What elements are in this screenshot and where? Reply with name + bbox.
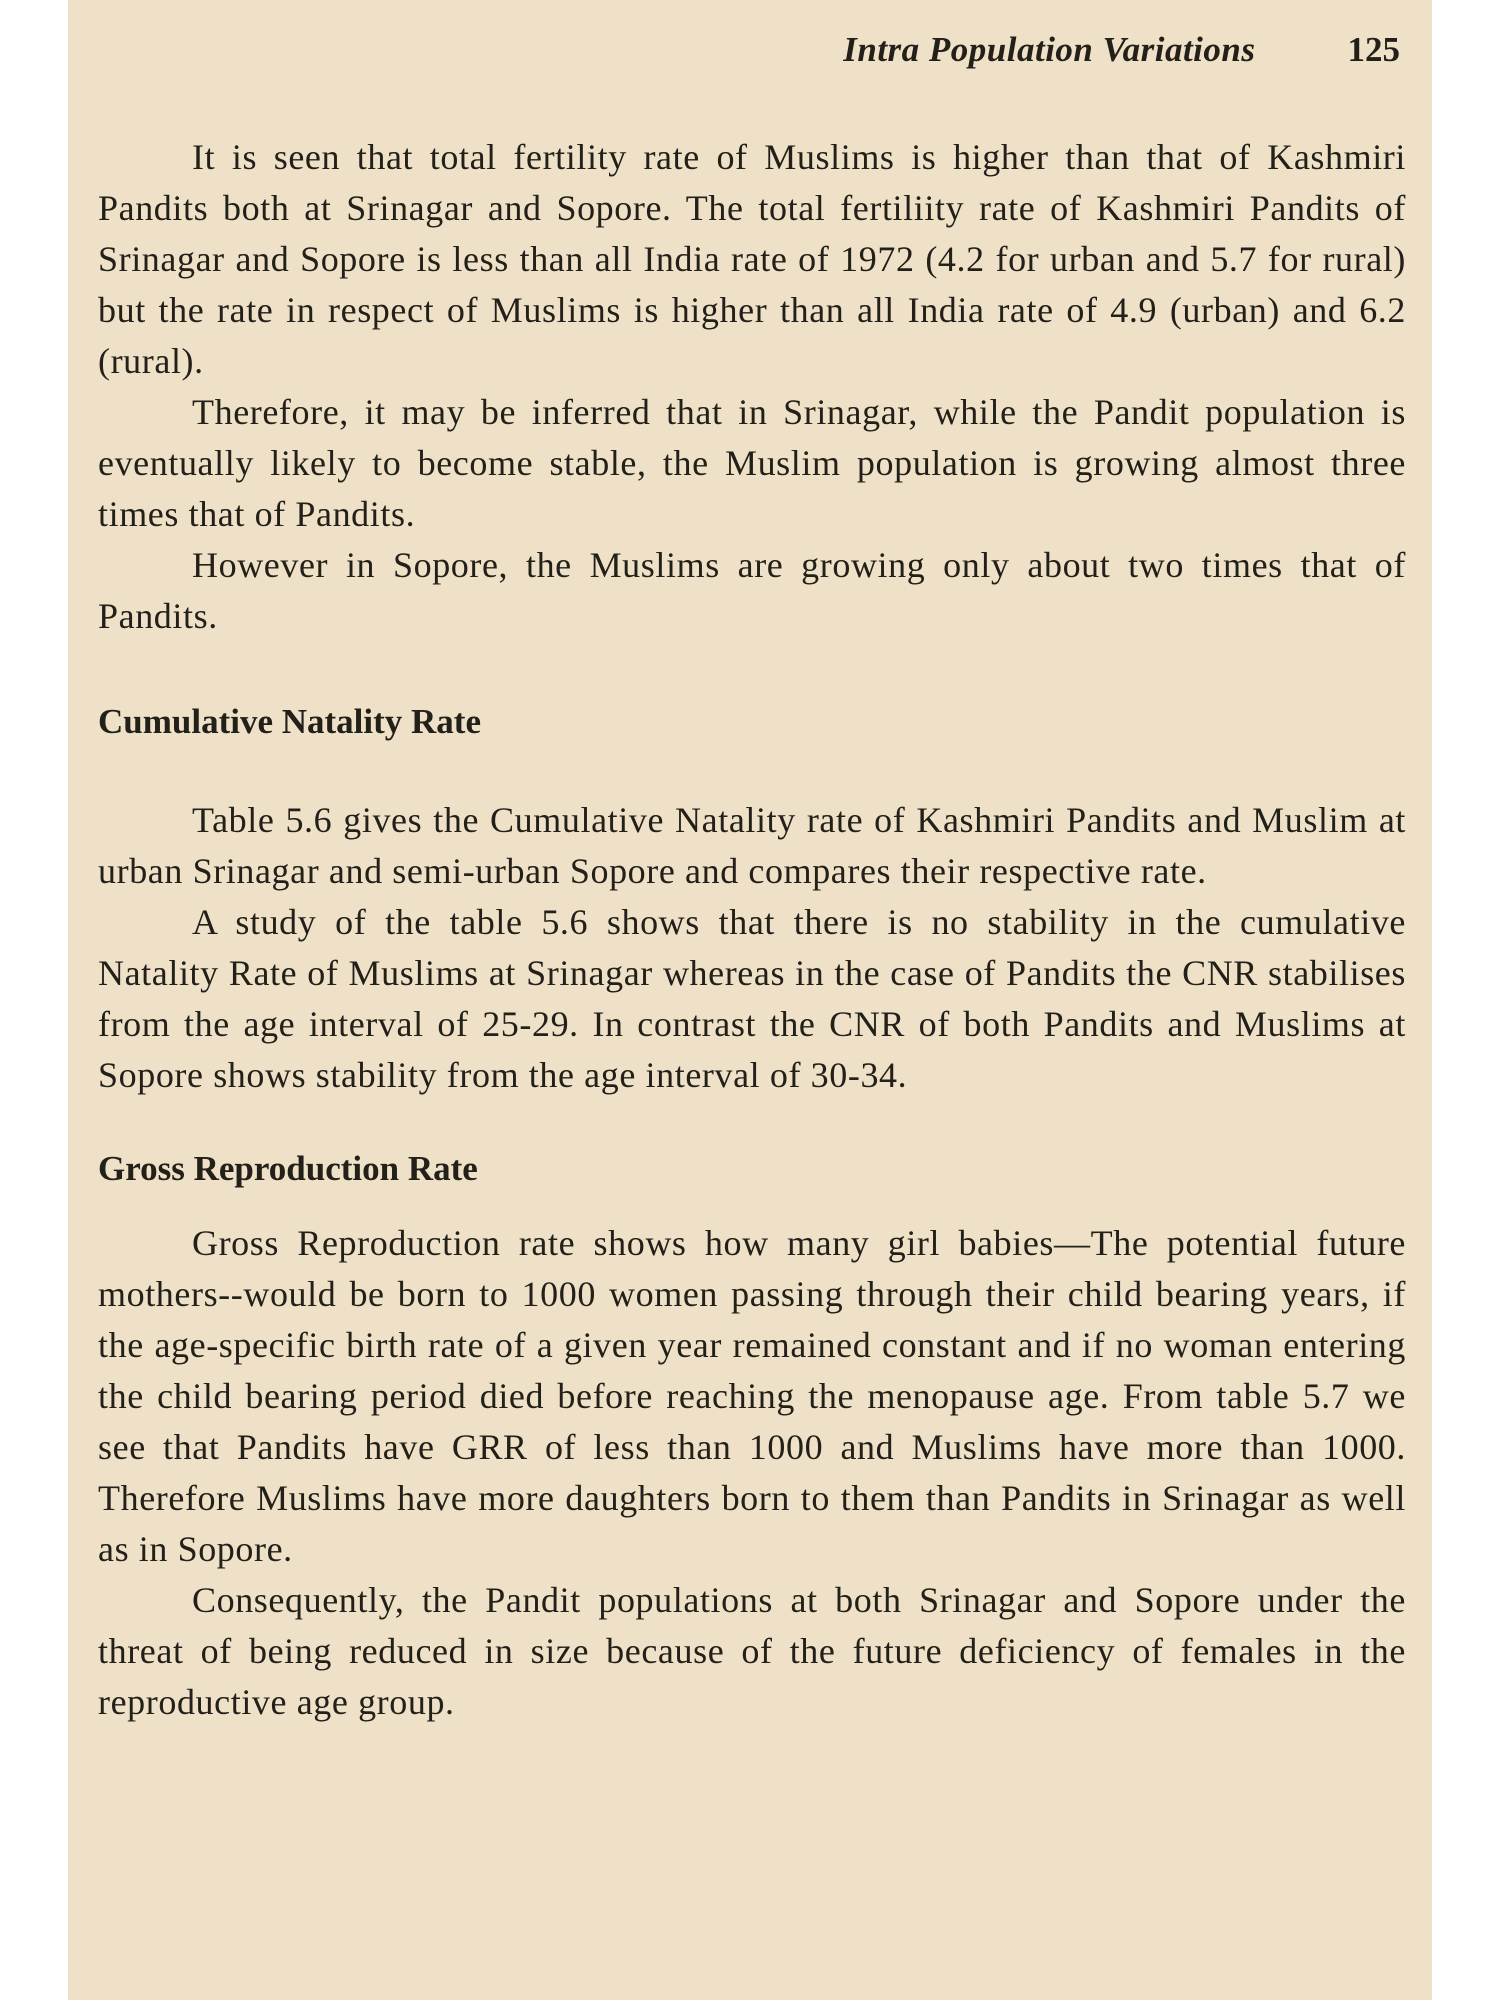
paragraph-consequence: Consequently, the Pandit populations at both Srinagar and Sopore under the threat of being reduced in size because of the future deficiency of females in the reproductive age group. xyxy=(98,1580,1406,1722)
paragraph-sopore-growth: However in Sopore, the Muslims are growing only about two times that of Pandits. xyxy=(98,545,1406,636)
running-head xyxy=(98,30,1406,88)
paragraph-table-5-6-study: A study of the table 5.6 shows that there is no stability in the cumulative Natality Rate of Muslims at Srinagar whereas in the case of Pandits the CNR stabilises from the age interval of 25-29. In contrast the CNR of both Pandits and Muslims at Sopore shows stability from the age interval of 30-34. xyxy=(98,902,1406,1095)
page-number: 125 xyxy=(1347,30,1400,69)
paragraph-table-5-6-intro: Table 5.6 gives the Cumulative Natality rate of Kashmiri Pandits and Muslim at urban Srinagar and semi-urban Sopore and compares their respective rate. xyxy=(98,800,1406,891)
paragraph-srinagar-inference: Therefore, it may be inferred that in Srinagar, while the Pandit population is eventually likely to become stable, the Muslim population is growing almost three times that of Pandits. xyxy=(98,392,1406,534)
book-page xyxy=(68,0,1432,2000)
paragraph-grr-definition: Gross Reproduction rate shows how many girl babies—The potential future mothers--would be born to 1000 women passing through their child bearing years, if the age-specific birth rate of a given year remained constant and if no woman entering the child bearing period died before reaching the menopause age. From table 5.7 we see that Pandits have GRR of less than 1000 and Muslims have more than 1000. Therefore Muslims have more daughters born to them than Pandits in Srinagar as well as in Sopore. xyxy=(98,1223,1406,1569)
heading-cumulative-natality-rate: Cumulative Natality Rate xyxy=(98,702,482,741)
paragraph-fertility-rate: It is seen that total fertility rate of Muslims is higher than that of Kashmiri Pandits both at Srinagar and Sopore. The total fertiliity rate of Kashmiri Pandits of Srinagar and Sopore is less than all India rate of 1972 (4.2 for urban and 5.7 for rural) but the rate in respect of Muslims is higher than all India rate of 4.9 (urban) and 6.2 (rural). xyxy=(98,137,1406,381)
heading-gross-reproduction-rate: Gross Reproduction Rate xyxy=(98,1149,478,1188)
running-title: Intra Population Variations xyxy=(843,30,1256,69)
